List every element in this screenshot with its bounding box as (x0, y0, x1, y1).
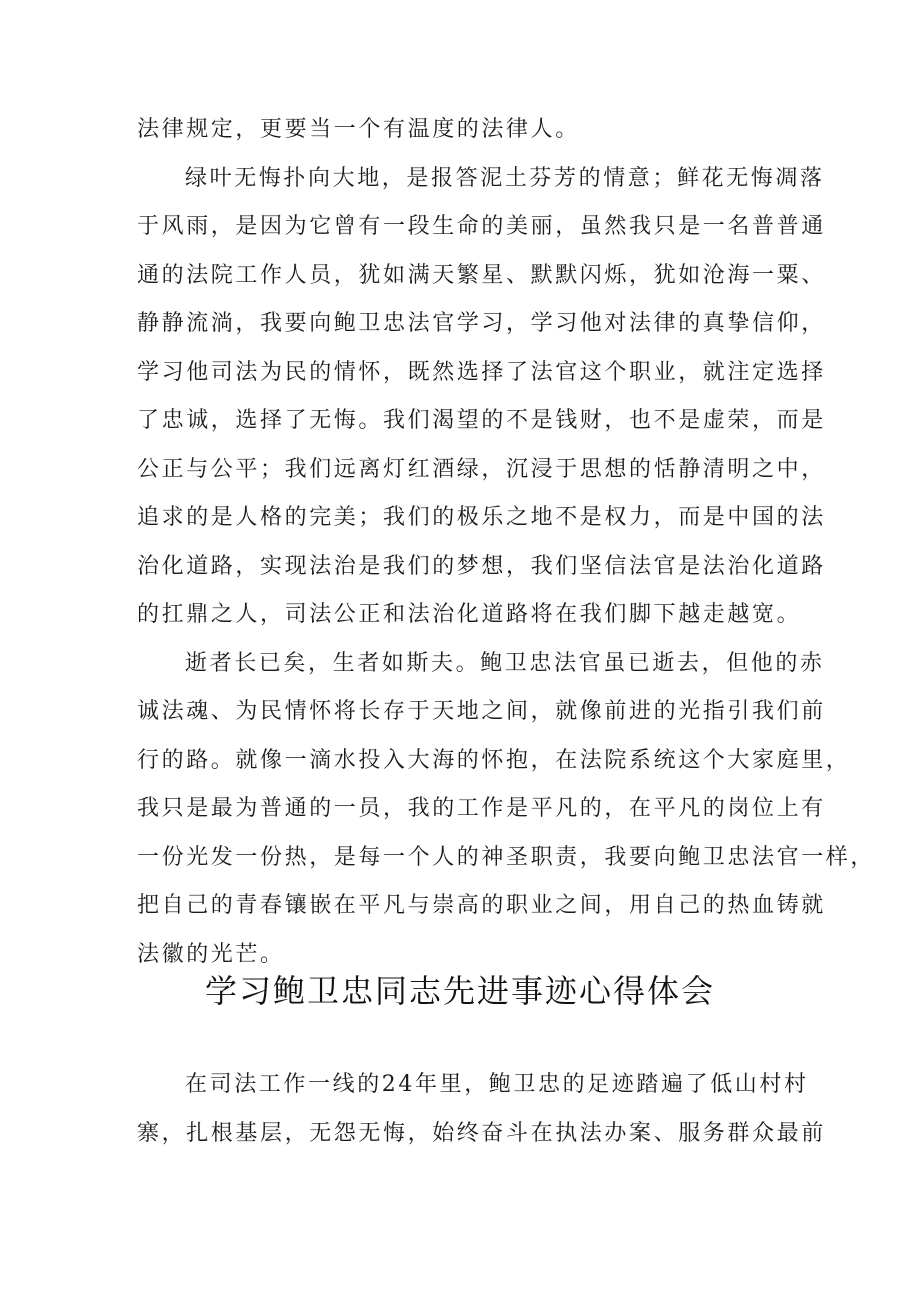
text-line: 在司法工作一线的24年里，鲍卫忠的足迹踏遍了低山村村 (185, 1072, 809, 1097)
text-line: 寨，扎根基层，无怨无悔，始终奋斗在执法办案、服务群众最前 (137, 1120, 826, 1146)
text-line: 我只是最为普通的一员，我的工作是平凡的，在平凡的岗位上有 (137, 796, 826, 821)
text-line: 于风雨，是因为它曾有一段生命的美丽，虽然我只是一名普普通 (137, 214, 826, 239)
text-line: 法律规定，更要当一个有温度的法律人。 (137, 117, 580, 142)
text-line: 公正与公平；我们远离灯红酒绿，沉浸于思想的恬静清明之中， (137, 456, 826, 482)
text-line: 一份光发一份热，是每一个人的神圣职责，我要向鲍卫忠法官一样， (137, 844, 876, 870)
text-line: 法徽的光芒。 (137, 941, 285, 967)
text-line: 行的路。就像一滴水投入大海的怀抱，在法院系统这个大家庭里， (137, 747, 851, 773)
text-line: 治化道路，实现法治是我们的梦想，我们坚信法官是法治化道路 (137, 553, 826, 579)
text-line: 静静流淌，我要向鲍卫忠法官学习，学习他对法律的真挚信仰， (137, 311, 826, 336)
text-line: 追求的是人格的完美；我们的极乐之地不是权力，而是中国的法 (137, 505, 826, 530)
text-line: 通的法院工作人员，犹如满天繁星、默默闪烁，犹如沧海一粟、 (137, 262, 826, 288)
text-line: 逝者长已矣，生者如斯夫。鲍卫忠法官虽已逝去，但他的赤 (185, 650, 825, 676)
body-text-section-2 (137, 1061, 826, 1158)
text-line: 了忠诚，选择了无悔。我们渴望的不是钱财，也不是虚荣，而是 (137, 408, 826, 433)
text-line: 学习他司法为民的情怀，既然选择了法官这个职业，就注定选择 (137, 359, 826, 385)
body-text-section-1 (137, 106, 876, 979)
text-line: 诚法魂、为民情怀将长存于天地之间，就像前进的光指引我们前 (137, 699, 826, 724)
text-line: 把自己的青春镶嵌在平凡与崇高的职业之间，用自己的热血铸就 (137, 893, 826, 918)
text-line: 绿叶无悔扑向大地，是报答泥土芬芳的情意；鲜花无悔凋落 (185, 165, 825, 191)
article-title: 学习鲍卫忠同志先进事迹心得体会 (204, 972, 715, 1010)
text-line: 的扛鼎之人，司法公正和法治化道路将在我们脚下越走越宽。 (137, 602, 802, 627)
